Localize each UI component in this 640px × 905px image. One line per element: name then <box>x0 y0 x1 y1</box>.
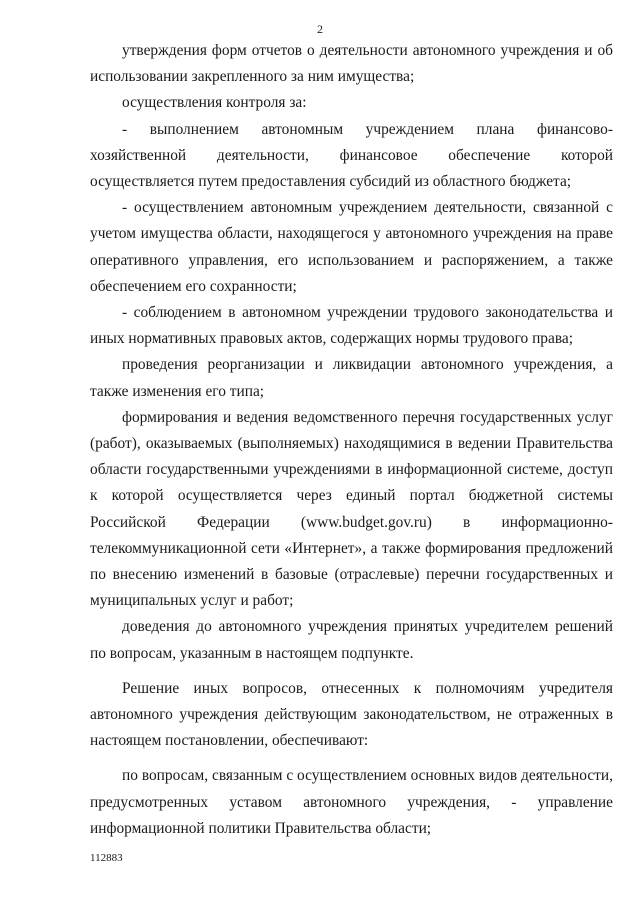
paragraph: - выполнением автономным учреждением плана финансово-хозяйственной деятельности, финансовое обеспечение которой осуществляется путем предоставления субсидий из областного бюджета; <box>90 120 613 191</box>
paragraph: Решение иных вопросов, отнесенных к полномочиям учредителя автономного учреждения действующим законодательством, не отраженных в настоящем постановлении, обеспечивают: <box>90 679 613 750</box>
paragraph: осуществления контроля за: <box>122 94 307 112</box>
paragraph: доведения до автономного учреждения принятых учредителем решений по вопросам, указанным в настоящем подпункте. <box>90 618 613 662</box>
paragraph: формирования и ведения ведомственного перечня государственных услуг (работ), оказываемых (выполняемых) находящимися в ведении Правительства области государственными учреждениями в информационной системе, доступ к которой осуществляется через единый портал бюджетной системы Российской Федерации (www.budget.gov.ru) в информационно-телекоммуникационной сети «Интернет», а также формирования предложений по внесению изменений в базовые (отраслевые) перечни государственных и муниципальных услуг и работ; <box>90 408 613 610</box>
paragraph: утверждения форм отчетов о деятельности автономного учреждения и об использовании закрепленного за ним имущества; <box>90 42 613 86</box>
paragraph: - осуществлением автономным учреждением деятельности, связанной с учетом имущества области, находящегося у автономного учреждения на праве оперативного управления, его использованием и распоряжением, а также обеспечением его сохранности; <box>90 199 613 295</box>
document-code: 112883 <box>90 852 123 864</box>
page-number: 2 <box>317 22 323 36</box>
paragraph: по вопросам, связанным с осуществлением основных видов деятельности, предусмотренных уставом автономного учреждения, - управление информационной политики Правительства области; <box>90 767 613 837</box>
paragraph: - соблюдением в автономном учреждении трудового законодательства и иных нормативных правовых актов, содержащих нормы трудового права; <box>90 304 613 348</box>
paragraph: проведения реорганизации и ликвидации автономного учреждения, а также изменения его типа; <box>90 356 613 400</box>
document-body <box>90 38 613 842</box>
